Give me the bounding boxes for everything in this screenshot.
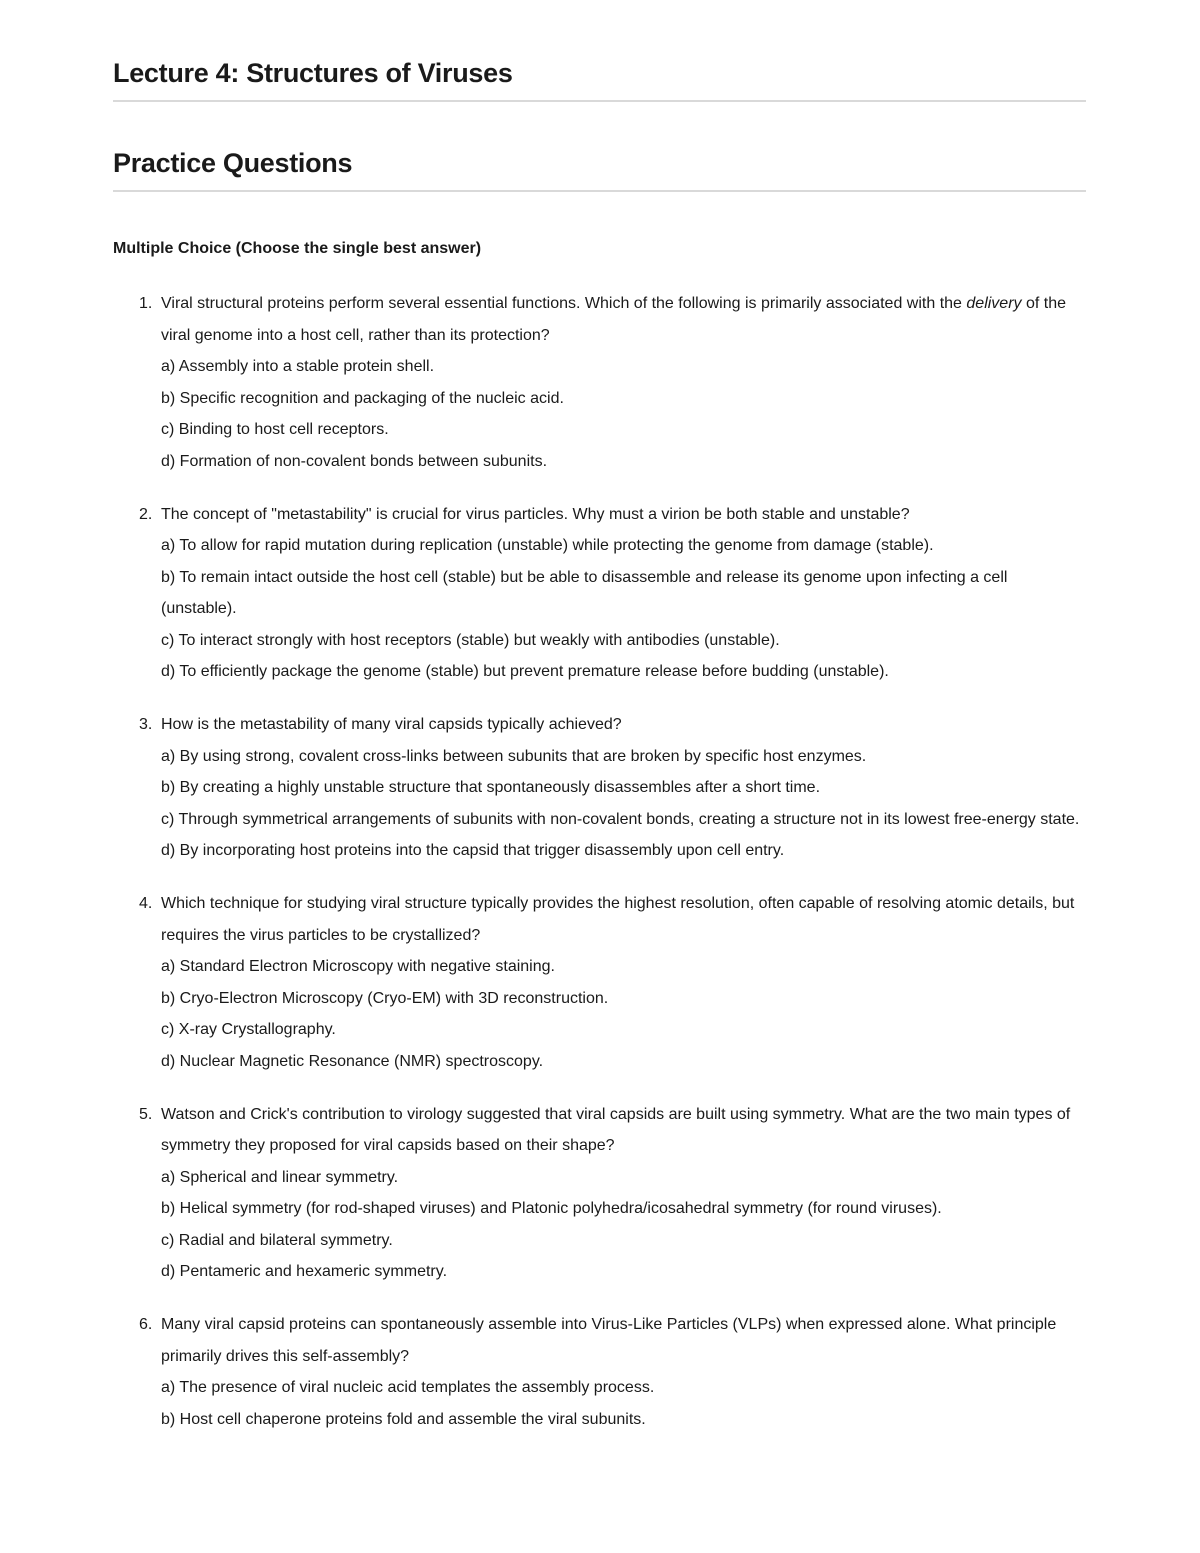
- question-item: [113, 499, 1086, 688]
- emphasis-text: delivery: [966, 295, 1022, 312]
- answer-option: a) Spherical and linear symmetry.: [161, 1168, 399, 1186]
- question-stem: Many viral capsid proteins can spontaneously assemble into Virus-Like Particles (VLPs) when expressed alone. What principle primarily drives this self-assembly?: [161, 1316, 1057, 1365]
- section-divider: [113, 190, 1086, 192]
- question-number: 5.: [139, 1105, 153, 1123]
- answer-option: d) Nuclear Magnetic Resonance (NMR) spectroscopy.: [161, 1052, 544, 1070]
- question-number: 4.: [139, 895, 153, 912]
- question-stem: Which technique for studying viral structure typically provides the highest resolution, often capable of resolving atomic details, but requires the virus particles to be crystallized?: [161, 895, 1075, 944]
- question-number: 3.: [139, 716, 153, 733]
- answer-option: b) Specific recognition and packaging of the nucleic acid.: [161, 389, 564, 407]
- section-title: Practice Questions: [113, 148, 353, 178]
- question-stem: Viral structural proteins perform several essential functions. Which of the following is primarily associated with the delivery of the viral genome into a host cell, rather than its protection?: [161, 295, 1067, 344]
- title-divider: [113, 100, 1086, 102]
- question-item: [113, 888, 1086, 1077]
- answer-option: a) To allow for rapid mutation during replication (unstable) while protecting the genome from damage (stable).: [161, 537, 934, 554]
- page-title: Lecture 4: Structures of Viruses: [113, 58, 513, 88]
- answer-option: c) X-ray Crystallography.: [161, 1021, 336, 1038]
- answer-option: d) To efficiently package the genome (stable) but prevent premature release before budding (unstable).: [161, 663, 889, 680]
- answer-option: b) Host cell chaperone proteins fold and assemble the viral subunits.: [161, 1410, 646, 1428]
- question-stem: How is the metastability of many viral capsids typically achieved?: [161, 716, 622, 733]
- answer-option: d) By incorporating host proteins into the capsid that trigger disassembly upon cell entry.: [161, 842, 785, 859]
- question-item: [113, 1309, 1086, 1435]
- question-number: 1.: [139, 295, 153, 312]
- question-item: [113, 288, 1086, 477]
- answer-option: a) By using strong, covalent cross-links between subunits that are broken by specific host enzymes.: [161, 747, 867, 765]
- answer-option: d) Formation of non-covalent bonds between subunits.: [161, 452, 548, 470]
- question-stem: Watson and Crick's contribution to virology suggested that viral capsids are built using symmetry. What are the two main types of symmetry they proposed for viral capsids based on their shape?: [161, 1105, 1071, 1154]
- answer-option: a) Assembly into a stable protein shell.: [161, 358, 435, 375]
- answer-option: b) Helical symmetry (for rod-shaped viruses) and Platonic polyhedra/icosahedral symmetry (for round viruses).: [161, 1200, 942, 1217]
- answer-option: c) Through symmetrical arrangements of subunits with non-covalent bonds, creating a structure not in its lowest free-energy state.: [161, 810, 1080, 828]
- question-item: [113, 1099, 1086, 1288]
- answer-option: c) Radial and bilateral symmetry.: [161, 1231, 393, 1249]
- question-number: 2.: [139, 505, 153, 523]
- answer-option: d) Pentameric and hexameric symmetry.: [161, 1263, 448, 1280]
- answer-option: b) To remain intact outside the host cell (stable) but be able to disassemble and release its genome upon infecting a cell (unstable).: [161, 568, 1008, 617]
- question-number: 6.: [139, 1316, 153, 1333]
- section-subtitle: Multiple Choice (Choose the single best answer): [113, 240, 482, 257]
- answer-option: b) Cryo-Electron Microscopy (Cryo-EM) with 3D reconstruction.: [161, 989, 609, 1007]
- question-list: [113, 288, 1086, 1457]
- answer-option: a) Standard Electron Microscopy with negative staining.: [161, 958, 555, 975]
- answer-option: a) The presence of viral nucleic acid templates the assembly process.: [161, 1379, 655, 1396]
- answer-option: b) By creating a highly unstable structure that spontaneously disassembles after a short time.: [161, 779, 821, 796]
- answer-option: c) To interact strongly with host receptors (stable) but weakly with antibodies (unstable).: [161, 631, 780, 649]
- question-item: [113, 709, 1086, 867]
- question-stem: The concept of "metastability" is crucial for virus particles. Why must a virion be both stable and unstable?: [161, 505, 910, 523]
- answer-option: c) Binding to host cell receptors.: [161, 421, 389, 438]
